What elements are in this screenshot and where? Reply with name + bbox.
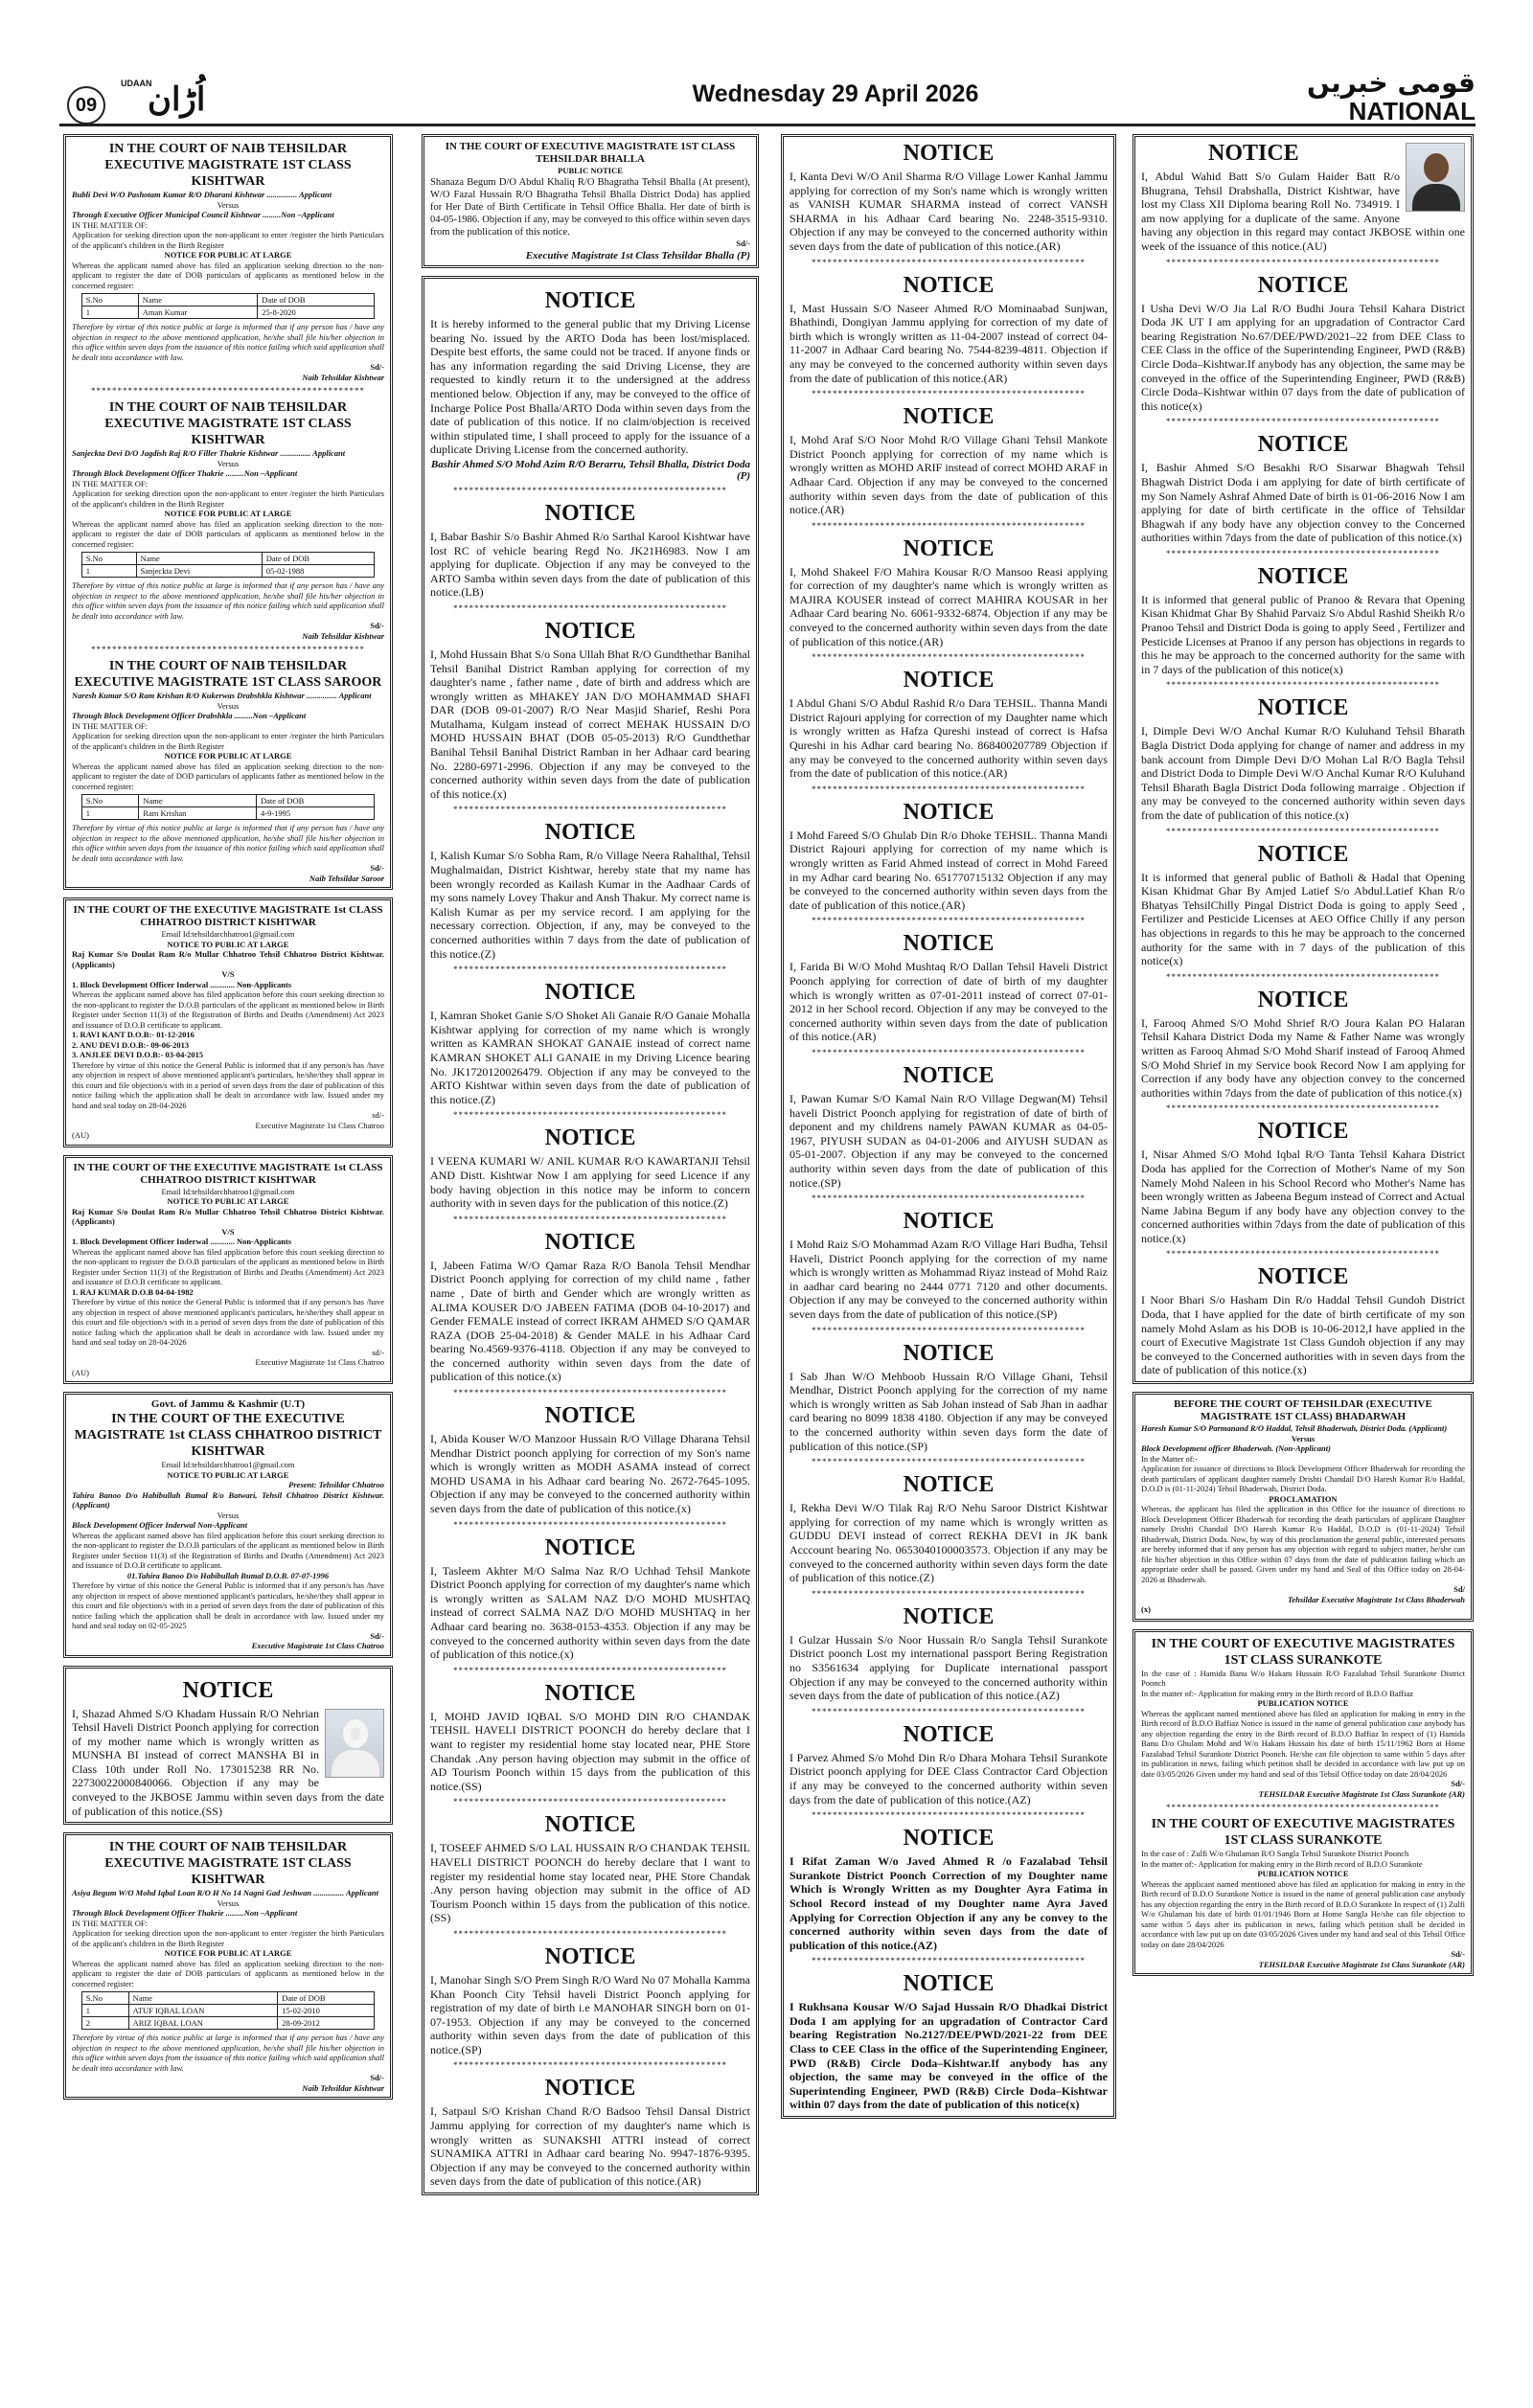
notice-title: NOTICE	[1257, 1264, 1349, 1290]
notice-body: I, MOHD JAVID IQBAL S/O MOHD DIN R/O CHANDAK TEHSIL HAVELI DISTRICT POONCH do hereby declare that I want to register my residential home stay located near, PHE Store Chandak .Any person having objection may submit in the office of AD Tourism Poonch within 15 days from the publication of this notice.(SS)	[430, 1709, 750, 1793]
notice-body: Shanaza Begum D/O Abdul Khaliq R/O Bhagratha Tehsil Bhalla (At present), W/O Fazal Hussain R/O Bhagratha Tehsil Bhalla District Doda) has applied for Her Date of Birth Certificate in Tehsil Office Bhalla. Her date of birth is 04-05-1986. Objection if any, may be conveyed to this office within seven days from the publication of this notice.	[430, 176, 750, 238]
person-entry: 01.Tahira Banoo D/o Habibullah Bumal D.O.B. 07-07-1996	[126, 1570, 330, 1580]
ad-code: (AU)	[72, 1130, 89, 1140]
proclamation-body: Whereas, the applicant has filed the application in this Office for the issuance of directions to Block Development Officer Bhaderwah for recording the death particulars of applicant Daughter namely Drishti Chandail D/O Haresh Kumar R/o Haddal, D.O.D is (01-11-2024) Tehsil Bhaderwah, District Doda. Now, by way of this proclamation the general public, interested persons are hereby informed that if any person has any objection with regard to subject matter, he/she can file his/her objection in this Office within 07 days from the date of publication failing which an appropriate order shall be passed. Given under my hand and Seal of this Office today on 28-04-2026 at Bhaderwah.	[1141, 1504, 1465, 1584]
court-notice-chhatroo-1	[63, 897, 393, 1147]
notice-shazad-ahmed	[63, 1666, 393, 1826]
separator: ****************************************************	[812, 1810, 1086, 1821]
notice-heading: PUBLIC NOTICE	[558, 166, 623, 175]
separator: ****************************************************	[91, 645, 365, 654]
notice-body: I, Kalish Kumar S/o Sobha Ram, R/o Village Neera Rahalthal, Tehsil Mughalmaidan, District Kishtwar, hereby state that my name has been wrongly recorded as Kailash Kumar in the Aadhaar Cards of my sons namely Lovey Thakur and Ansh Thakur. My correct name is Kalish Kumar as per my service record. I am applying for the necessary correction. Objection, if any, may be conveyed to the concerned authorities within 7 days from the date of publication of this notice.(Z)	[430, 849, 750, 961]
court-email: Email Id:tehsildarchhatroo1@gmail.com	[161, 1460, 295, 1469]
therefore-text: Therefore by virtue of this notice public at large is informed that if any person has / have any objection in respect to the above mentioned application, he/she shall file his/her objection in this office within seven days from the issuance of this notice failing which said application shall be dealt into accordance with law.	[72, 322, 384, 362]
proclamation-heading: PROCLAMATION	[1269, 1493, 1338, 1504]
sd: sd/-	[372, 1110, 384, 1120]
signatory: Executive Magistrate 1st Class Chatroo	[255, 1120, 384, 1130]
notice-heading: NOTICE TO PUBLIC AT LARGE	[167, 1469, 289, 1480]
separator: ****************************************************	[453, 602, 727, 613]
matter: In the matter of:- Application for making entry in the Birth record of B.D.O Surankote	[1141, 1858, 1423, 1869]
notice-title: NOTICE	[903, 931, 995, 957]
notice-item	[430, 619, 750, 815]
separator: ****************************************************	[812, 1047, 1086, 1057]
applicant: Asiya Begum W/O Mohd Iqbal Loan R/O H No 14 Nagni Gad Jeshwan ............... Applicant	[72, 1888, 378, 1898]
sd: Sd/-	[1451, 1779, 1465, 1789]
court-notice-kishtwar-1	[63, 134, 393, 890]
therefore-text: Therefore by virtue of this notice public at large is informed that if any person has / have any objection in respect to the above mentioned application, he/she shall file his/her objection in this office within seven days from the issuance of this notice failing which said application shall be dealt into accordance with law.	[72, 580, 384, 621]
notice-title: NOTICE	[544, 1812, 636, 1838]
notice-item	[430, 1403, 750, 1530]
application-text: Application for seeking direction upon the non-applicant to enter /register the birth Particulars of the applicant's children in the Birth Register	[72, 488, 384, 509]
notice-title: NOTICE	[544, 1943, 636, 1969]
versus: Versus	[217, 1510, 240, 1520]
notice-item	[789, 404, 1108, 531]
notice-item	[789, 273, 1108, 399]
notice-body: I, Manohar Singh S/O Prem Singh R/O Ward No 07 Mohalla Kamma Khan Poonch City Tehsil haveli District Poonch applying for registration of my date of birth i.e MANOHAR SINGH born on 01-07-1953. Objection if any may be conveyed to the concerned authority within seven days from the date of publication of this notice.(SP)	[430, 1972, 750, 2056]
court-title: IN THE COURT OF NAIB TEHSILDAR EXECUTIVE MAGISTRATE 1ST CLASS SAROOR	[74, 659, 382, 690]
court-title: IN THE COURT OF THE EXECUTIVE MAGISTRATE 1st CLASS CHHATROO DISTRICT KISHTWAR	[73, 904, 383, 928]
notice-item	[789, 1341, 1108, 1467]
notice-body: I, Babar Bashir S/o Bashir Ahmed R/o Sarthal Karool Kishtwar have lost RC of vehicle bearing Regd No. JK21H6983. Now I am applying for duplicate. Objection if any may be conveyed to the ARTO Samba within seven days from the date of publication of this notice.(LB)	[430, 529, 750, 600]
application-text: Application for seeking direction upon the non-applicant to enter /register the birth Particulars of the applicant's children in the Birth Register	[72, 230, 384, 250]
notice-item	[430, 1944, 750, 2071]
notice-heading: NOTICE TO PUBLIC AT LARGE	[167, 1196, 289, 1206]
notice-title: NOTICE	[544, 618, 636, 644]
notice-signatory: Bashir Ahmed S/O Mohd Azim R/O Berarru, Tehsil Bhalla, District Doda (P)	[430, 458, 750, 482]
govt-heading: Govt. of Jammu & Kashmir (U.T)	[150, 1398, 306, 1410]
notice-title: NOTICE	[903, 668, 995, 693]
signatory: Naib Tehsildar Kishtwar	[302, 2082, 384, 2093]
notice-body: I Rukhsana Kousar W/O Sajad Hussain R/O Dhadkai District Doda I am applying for an upgradation of Contractor Card bearing Registration No.2127/DEE/PWD/2021-22 from DEE Class to CEE Class in the office of the Superintending Engineer, PWD (R&B) Circle Doda–Kishtwar.If anybody has any objection, the same may be conveyed in the office of the Superintending Engineer, PWD (R&B) Circle Doda–Kishtwar within 07 days from the date of publication of this notice(x)	[789, 2000, 1108, 2112]
notice-body: I, Bashir Ahmed S/O Besakhi R/O Sisarwar Bhagwah Tehsil Bhagwah District Doda i am applying for date of birth certificate of my Son Namely Ashraf Ahmed Date of birth is 01-06-2016 Now I am applying for date of birth certificate in the office of Tehsildar Bhagwah if any body have any objection convey to the Concerned authorities within 7days from the date of publication of this notice.(x)	[1141, 461, 1465, 545]
notice-item	[789, 668, 1108, 794]
notice-list-column-4	[1133, 134, 1474, 1384]
applicant-photo	[1406, 143, 1465, 212]
notice-body: I Parvez Ahmed S/o Mohd Din R/o Dhara Mohara Tehsil Surankote District poonch applying for DEE Class Contractor Card Objection if any may be conveyed to the concerned authority within seven days from the date of publication of this notice.(AZ)	[789, 1750, 1108, 1806]
notice-body: I Mohd Raiz S/O Mohammad Azam R/O Village Hari Budha, Tehsil Haveli, District Poonch applying for the correction of my name which is wrongly written as Mohammad Riyaz instead of Mohd Raiz in aadhar card bearing no 2444 0771 7120 and other documents. Objection if any may be conveyed to the concerned authority within seven days from the date of publication of this notice.(SP)	[789, 1238, 1108, 1322]
notice-title: NOTICE	[903, 141, 995, 166]
notice-body: I, Kamran Shoket Ganie S/O Shoket Ali Ganaie R/O Ganaie Mohalla Kishtwar applying for correction of my name which is wrongly written as KAMRAN SHOKAT GANAIE instead of correct name KAMRAN SHOKET ALI GANAIE in my Driving Licence bearing No. JK1720120026479. Objection if any may be conveyed to the ARTO Kishtwar within seven days from the date of publication of this notice.(Z)	[430, 1009, 750, 1106]
notice-title: NOTICE	[1257, 695, 1349, 721]
court-notice-bhalla	[422, 134, 759, 268]
court-notice-chhatroo-2	[63, 1155, 393, 1385]
case-text: In the case of : Hamida Banu W/o Hakam Hussain R/O Fazalabad Tehsil Surankote District Poonch	[1141, 1668, 1465, 1689]
notice-body: It is hereby informed to the general public that my Driving License bearing No. issued by the ARTO Doda has been lost/misplaced. Despite best efforts, the same could not be traced. If anyone finds or has any information regarding the said Driving License, they are requested to kindly return it to the undersigned at the address mentioned below. Objection if any, may be conveyed to the office of Incharge Police Post Bhalla/ARTO Doda within seven days from the date of publication of this notice. If no claim/objection is received within stipulated time, I shall proceed to apply for the issuance of a duplicate Driving License from the concerned authority.	[430, 317, 750, 457]
notice-body: I, Nisar Ahmed S/O Mohd Iqbal R/O Tanta Tehsil Kahara District Doda has applied for the Correction of Mother's Name of my Son Namely Mohd Naleen in his School Record who Mother's Name has been wrongly written as Jabeena Begum instead of Correct and Actual Name Jabina Begum if any body have any objection convey to the concerned authorities within 7days from the date of publication of this notice.(x)	[1141, 1147, 1465, 1245]
court-notice-chhatroo-3	[63, 1392, 393, 1658]
whereas-text: Whereas the applicant named above has filed an application seeking direction to the non-applicant to register the date of DOD particulars of applicants father as mentioned below in the concerned register:	[72, 761, 384, 791]
person-entry: 2. ANU DEVI D.O.B:- 09-06-2013	[72, 1039, 190, 1050]
notice-title: NOTICE	[903, 799, 995, 825]
matter: In the Matter of:-	[1141, 1453, 1198, 1464]
column-1	[63, 134, 393, 2395]
separator: ****************************************************	[1166, 826, 1440, 836]
sd: Sd/-	[1451, 1949, 1465, 1960]
notice-item	[1141, 695, 1465, 835]
court-title: IN THE COURT OF NAIB TEHSILDAR EXECUTIVE MAGISTRATE 1ST CLASS KISHTWAR	[104, 1840, 352, 1888]
separator: ****************************************************	[453, 1388, 727, 1398]
separator: ****************************************************	[453, 1110, 727, 1121]
non-applicant: Block Development officer Bhaderwah. (Non-Applicant)	[1141, 1443, 1331, 1454]
publication-heading: PUBLICATION NOTICE	[1257, 1869, 1349, 1879]
versus: V/S	[221, 969, 235, 979]
notice-item	[789, 800, 1108, 926]
column-3	[781, 134, 1116, 2395]
signatory: Tehsildar Executive Magistrate 1st Class Bhaderwah	[1287, 1594, 1465, 1604]
separator: ****************************************************	[812, 1588, 1086, 1599]
therefore-text: Therefore by virtue of this notice public at large is informed that if any person has / have any objection in respect to the above mentioned application, he/she shall file his/her objection in this office within seven days from the issuance of this notice failing which said application shall be dealt into accordance with law.	[72, 2033, 384, 2073]
notice-item	[789, 1063, 1108, 1203]
notice-title: NOTICE	[1257, 563, 1349, 589]
notice-title: NOTICE	[544, 1680, 636, 1706]
notice-item	[1141, 564, 1465, 691]
signatory: Executive Magistrate 1st Class Tehsildar Bhalla (P)	[525, 250, 750, 261]
signatory: Executive Magistrate 1st Class Chatroo	[255, 1357, 384, 1367]
dob-table: S.No Name Date of DOB 1 Ram Krishan 4-9-1995	[81, 794, 375, 820]
person-entry: 3. ANJLEE DEVI D.O.B:- 03-04-2015	[72, 1050, 204, 1059]
application-text: Application for issuance of directions to Block Development Officer Bhaderwah for recording the death particulars of applicant daughter namely Drishti Chandail D/O Haresh Kumar R/o Haddal, D.O.D is (01-11-2024) Tehsil Bhaderwah, District Doda.	[1141, 1464, 1465, 1494]
court-title: IN THE COURT OF THE EXECUTIVE MAGISTRATE 1st CLASS CHHATROO DISTRICT KISHTWAR	[74, 1412, 382, 1459]
separator: ****************************************************	[812, 1193, 1086, 1204]
non-applicant: Through Block Development Officer Thakrie .........Non –Applicant	[72, 1908, 298, 1919]
sd: Sd/	[1453, 1584, 1465, 1595]
signatory: Executive Magistrate 1st Class Chatroo	[251, 1641, 384, 1650]
separator: ****************************************************	[1166, 971, 1440, 982]
issue-date: Wednesday 29 April 2026	[692, 80, 979, 107]
notice-title: NOTICE	[544, 820, 636, 846]
notice-title: NOTICE	[903, 1472, 995, 1498]
notice-item	[789, 141, 1108, 267]
separator: ****************************************************	[453, 1797, 727, 1807]
notice-body: I, Tasleem Akhter M/O Salma Naz R/O Uchhad Tehsil Mankote District Poonch applying for correction of my daughter's name which is wrongly written as SALAM NAZ D/O MOHD MUSHTAQ instead of correct SALMA NAZ D/O MOHD MUSHTAQ in her Adhaar card bearing no. 3638-0153-4353. Objection if any may be conveyed to the concerned authority within seven days from the date of publication of this notice.(x)	[430, 1563, 750, 1662]
applicant: Haresh Kumar S/O Parmanand R/O Haddal, Tehsil Bhaderwah, District Doda. (Applicant)	[1141, 1423, 1448, 1434]
court-title: BEFORE THE COURT OF TEHSILDAR (EXECUTIVE MAGISTRATE 1ST CLASS) BHADARWAH	[1174, 1398, 1432, 1423]
whereas-text: Whereas the applicant named above has filed an application seeking direction to the non-applicant to register the date of DOB particulars of applicants as mentioned below in the concerned register:	[72, 260, 384, 290]
whereas-text: Whereas the applicant named above has filed application before this court seeking direction to the non-applicant to register the D.O.B particulars of the applicant as mentioned below in Birth Register under Section 11(3) of the Registration of Births and Deaths (Amendment) Act 2023 and issuance of D.O.B certificate to applicant.	[72, 1530, 384, 1570]
notice-item	[430, 980, 750, 1120]
notice-item	[789, 1209, 1108, 1335]
notice-body: It is informed that general public of Batholi & Hadal that Opening Kisan Khidmat Ghar By Amjed Latief S/o Abdul.Latief Khan R/o Bhatyas TehsilChilly Pingal District Doda is going to apply Seed , Fertilizer and Pesticide Licenses at AEO Office Chilly if any person has objections in regards to this he may be approach to the concerned authority for the same with in 7 days of the publication of this notice(x)	[1141, 870, 1465, 968]
notice-title: NOTICE	[903, 1062, 995, 1088]
whereas-text: Whereas the applicant named above has filed application before this court seeking direction to the non-applicant to register the D.O.B particulars of the applicant as mentioned below in Birth Register under Section 11(3) of the Registration of Births and Deaths (Amendment) Act 2023 and issuance of D.O.B certificate to applicant.	[72, 989, 384, 1030]
non-applicant: 1. Block Development Officer Inderwal ............ Non-Applicants	[72, 979, 292, 989]
notice-title: NOTICE	[1257, 841, 1349, 867]
separator: ****************************************************	[91, 386, 365, 396]
notice-body: I Noor Bhari S/o Hasham Din R/o Haddal Tehsil Gundoh District Doda, that I have applied for the date of birth certificate of my son namely Mohd Aslam as his DOB is 10-06-2012,I have applied in the court of Executive Magistrate 1st Class Gundoh objection if any may be conveyed to the Concerned authorities with in seven days from the date of publication of this notice.(x)	[1141, 1293, 1465, 1377]
non-applicant: Through Block Development Officer Drabshkla .........Non –Applicant	[72, 711, 307, 720]
logo-urdu-text: اُڑان	[148, 80, 206, 119]
notice-item	[1141, 273, 1465, 427]
court-title: IN THE COURT OF EXECUTIVE MAGISTRATE 1ST CLASS TEHSILDAR BHALLA	[445, 141, 736, 165]
application-text: Application for seeking direction upon the non-applicant to enter /register the birth Particulars of the applicant's children in the Birth Register	[72, 731, 384, 751]
sd: Sd/-	[370, 362, 384, 372]
separator: ****************************************************	[812, 1325, 1086, 1335]
notice-item	[789, 931, 1108, 1057]
therefore-text: Therefore by virtue of this notice the General Public is informed that if any person/s has /have any objection in respect of above mentioned applicant's particulars, he/she/they shall appear in this court and file objection/s with in a period of seven days from the date of publication of this notice failing which the application shall be dealt in accordance with law. Issued under my hand and seal today on 28-04-2026	[72, 1297, 384, 1347]
court-title: IN THE COURT OF THE EXECUTIVE MAGISTRATE 1st CLASS CHHATROO DISTRICT KISHTWAR	[73, 1161, 383, 1186]
notice-item	[1141, 842, 1465, 982]
section-brand	[1307, 67, 1476, 126]
signatory: Naib Tehsildar Saroor	[309, 873, 384, 883]
notice-title: NOTICE	[1257, 272, 1349, 298]
notice-body: I VEENA KUMARI W/ ANIL KUMAR R/O KAWARTANJI Tehsil AND Distt. Kishtwar Now I am applying for seed Licence if any body having objection in this notice may be inform to concern authority with in seven days for the publication of this notice.(Z)	[430, 1154, 750, 1211]
notice-title: NOTICE	[903, 404, 995, 430]
court-title: IN THE COURT OF EXECUTIVE MAGISTRATES 1ST CLASS SURANKOTE	[1151, 1817, 1455, 1849]
publication-heading: PUBLICATION NOTICE	[1257, 1698, 1349, 1709]
versus: Versus	[217, 458, 240, 468]
separator: ****************************************************	[812, 1706, 1086, 1716]
notice-title: NOTICE	[903, 272, 995, 298]
notice-item	[789, 536, 1108, 663]
notice-list-column-2	[422, 276, 759, 2195]
notice-title: NOTICE	[544, 1403, 636, 1429]
versus: Versus	[217, 199, 240, 210]
ad-code: (AU)	[72, 1367, 89, 1377]
separator: ****************************************************	[453, 1928, 727, 1939]
notice-body: I Sab Jhan W/O Mehboob Hussain R/O Village Ghani, Tehsil Mendhar, District Poonch applying for the correction of my name which is wrongly written as Sab Johan instead of Sab Jhan in aadhar card bearing no 8099 1838 4180. Objection if any may be conveyed to the concerned authority within seven days form the date of publication of this notice.(SP)	[789, 1369, 1108, 1453]
notice-title: NOTICE	[544, 2076, 636, 2101]
dob-table: S.No Name Date of DOB 1 ATUF IQBAL LOAN 15-02-2010 2 ARIZ IQBAL LOAN 28-09-2012	[81, 1991, 375, 2030]
separator: ****************************************************	[812, 916, 1086, 926]
notice-item	[430, 1681, 750, 1807]
notice-item	[430, 820, 750, 974]
sd: Sd/-	[736, 238, 750, 248]
notice-item	[430, 501, 750, 613]
court-title: IN THE COURT OF NAIB TEHSILDAR EXECUTIVE MAGISTRATE 1ST CLASS KISHTWAR	[104, 142, 352, 189]
notice-body: I, Satpaul S/O Krishan Chand R/O Badsoo Tehsil Dansal District Jammu applying for correction of my daughter's name which is wrongly written as SUNAKSHI ATTRI instead of correct SUNAMIKA ATTRI in Adhaar card bearing No. 9947-1876-9395. Objection if any may be conveyed to the concerned authority within seven days from the date of publication of this notice.(AR)	[430, 2104, 750, 2189]
non-applicant: 1. Block Development Officer Inderwal ............ Non-Applicants	[72, 1237, 292, 1246]
notice-item	[789, 1971, 1108, 2112]
sd: Sd/-	[370, 1630, 384, 1641]
non-applicant: Through Block Development Officer Thakrie .........Non –Applicant	[72, 468, 298, 478]
notice-item	[1141, 1264, 1465, 1377]
page-number: 09	[67, 86, 105, 125]
separator: ****************************************************	[1166, 1103, 1440, 1114]
notice-item	[1141, 988, 1465, 1114]
case-text: In the case of : Zulfi W/o Ghulaman R/O Sangla Tehsil Surankote District Poonch	[1141, 1849, 1409, 1859]
notice-title: NOTICE	[1257, 432, 1349, 458]
masthead	[59, 67, 1476, 126]
notice-title: NOTICE	[903, 535, 995, 561]
separator: ****************************************************	[453, 805, 727, 815]
applicant: Raj Kumar S/o Doulat Ram R/o Mullar Chhatroo Tehsil Chhatroo District Kishtwar. (Applicants)	[72, 949, 384, 969]
therefore-text: Therefore by virtue of this notice the General Public is informed that if any person/s has /have any objection in respect of above mentioned applicant's particulars, he/she/they shall appear in this court and file objection/s with in a period of seven days from the date of publication of this notice failing which the application shall be dealt in accordance with law. Issued under my hand and seal today on 02-05-2025	[72, 1580, 384, 1630]
present: Present: Tehsildar Chhatroo	[288, 1480, 384, 1489]
separator: ****************************************************	[453, 1519, 727, 1530]
separator: ****************************************************	[453, 1214, 727, 1224]
notice-body: I, Mohd Hussain Bhat S/o Sona Ullah Bhat R/O Gundthethar Banihal Tehsil Banihal District Ramban applying for correction of my daughter's name , father name , date of birth and address which are wrongly written as MHAKEY JAN D/O MOHAMMAD SHAFI DAR (DOB 09-01-2007) R/O Near Masjid Sharief, Reshi Pora Mutalhama, Kulgam instead of correct MEHAK HUSSAIN D/O MOHD HUSSAIN BHAT (DOB 05-05-2013) R/O Gundthethar Banihal Tehsil Banihal District Ramban in her Adhaar card bearing No. 2280-6971-2996. Objection if any may be conveyed to the concerned authority within seven days from the date of publication of this notice.(x)	[430, 647, 750, 801]
court-title: IN THE COURT OF EXECUTIVE MAGISTRATES 1ST CLASS SURANKOTE	[1151, 1636, 1455, 1668]
notice-body: I, Abida Kouser W/O Manzoor Hussain R/O Village Dharana Tehsil Mendhar District poonch applying for correction of my Son's name which is wrongly written as MODH ASAMA instead of correct MOHD USAMA in his Adhaar card bearing No. 2672-7645-1095. Objection if any may be conveyed to the concerned authority within seven days from the date of publication of this notice.(x)	[430, 1432, 750, 1516]
sd: Sd/-	[370, 863, 384, 873]
notice-list-column-3	[781, 134, 1116, 2119]
matter: IN THE MATTER OF:	[72, 1918, 148, 1928]
udaan-logo	[121, 79, 226, 125]
notice-item	[1141, 1119, 1465, 1259]
separator: ****************************************************	[1166, 548, 1440, 558]
notice-heading: NOTICE FOR PUBLIC AT LARGE	[164, 250, 292, 260]
court-notice-surankote-1	[1133, 1629, 1474, 1977]
person-entry: 1. RAVI KANT D.O.B:- 01-12-2016	[72, 1030, 194, 1039]
separator: ****************************************************	[1166, 257, 1440, 267]
separator: ****************************************************	[812, 389, 1086, 399]
section-urdu: قومی خبریں	[1306, 67, 1476, 99]
notice-heading: NOTICE TO PUBLIC AT LARGE	[167, 939, 289, 949]
signatory: TEHSILDAR Executive Magistrate 1st Class Surankote (AR)	[1258, 1959, 1465, 1969]
whereas-text: Whereas the applicant named above has filed an application seeking direction to the non-applicant to register the date of DOB particulars of applicants as mentioned below in the concerned register:	[72, 518, 384, 549]
section-title: NATIONAL	[1348, 97, 1476, 125]
whereas-text: Whereas the applicant named above has filed application before this court seeking direction to the non-applicant to register the D.O.B particulars of the applicant as mentioned below in Birth Register under Section 11(3) of the Registration of Births and Deaths (Amendment) Act 2023 and issuance of D.O.B certificate to applicant.	[72, 1246, 384, 1286]
dob-table: S.No Name Date of DOB 1 Sanjeckta Devi 05-02-1988	[81, 552, 375, 578]
therefore-text: Therefore by virtue of this notice public at large is informed that if any person has / have any objection in respect to the above mentioned application, he/she shall file his/her objection in this office within seven days from the issuance of this notice failing which said application shall be dealt into accordance with law.	[72, 823, 384, 863]
notice-title: NOTICE	[903, 1603, 995, 1629]
court-notice-bhadarwah	[1133, 1392, 1474, 1622]
separator: ****************************************************	[1166, 680, 1440, 691]
notice-title: NOTICE	[544, 288, 636, 313]
notice-title: NOTICE	[544, 980, 636, 1006]
notice-body: I, Dimple Devi W/O Anchal Kumar R/O Kuluhand Tehsil Bharath Bagla District Doda applying for change of namer and address in my bank account from Dimple Devi D/O Mohan Lal R/O Bagla Tehsil and District Doda to Dimple Devi W/O Anchal Kumar R/O Kuluhand Tehsil Bharath Bagla District Doda following marraige . Objection if any may be conveyed to the concerned authority within seven days from the date of publication of this notice.(x)	[1141, 724, 1465, 822]
notice-body: I, Mast Hussain S/O Naseer Ahmed R/O Mominaabad Sunjwan, Bhathindi, Dongiyan Jammu applying for correction of my date of birth which is wrongly written as 11-04-2007 instead of correct 04-11-2007 in Adhaar Card bearing No. 7544-8239-4811. Objection if any may be conveyed to the concerned authority within seven days from the date of publication of this notice.(AR)	[789, 301, 1108, 385]
ad-code: (x)	[1141, 1604, 1151, 1615]
matter: IN THE MATTER OF:	[72, 478, 148, 488]
non-applicant: Block Development Officer Inderwal Non-Applicant	[72, 1520, 248, 1530]
notice-body: I, Mohd Araf S/O Noor Mohd R/O Village Ghani Tehsil Mankote District Poonch applying for correction of my name which is wrongly written as MOHD ARIF instead of correct MOHD ARAF in Adhaar Card. Objection if any may be conveyed to the concerned authority within seven days from the date of publication of this notice.(AR)	[789, 433, 1108, 517]
separator: ****************************************************	[812, 784, 1086, 794]
publication-body: Whereas the applicant named mentioned above has filed an application for making in entry in the Birth record of B.D.O Baffiaz Notice is issued in the name of general publication case anybody has any objection regarding the entry in the Birth record of B.D.O Baffiaz In respect of (1) Hamida Banu D/o Ghulam Mohd and W/o Hakam Hussain his date of birth 15/11/1962 Born at Home Fazalabad Tehsil Surankote District Poonch. He/she can file objection to same within 5 days after its publication in news, failing which petition shall be decided in accordance with law put up on date 03/05/2026 Given under my hand and seal of this Tehsil Office today on date 28/04/2026	[1141, 1708, 1465, 1779]
notice-heading: NOTICE FOR PUBLIC AT LARGE	[164, 1948, 292, 1959]
sd: Sd/-	[370, 621, 384, 630]
matter: IN THE MATTER OF:	[72, 720, 148, 731]
notice-body: I, TOSEEF AHMED S/O LAL HUSSAIN R/O CHANDAK TEHSIL HAVELI DISTRICT POONCH do hereby declare that I want to register my residential home stay located near, PHE Store Chandak .Any person having objection may submit in the office of AD Tourism Poonch within 15 days from the publication of this notice.(SS)	[430, 1841, 750, 1925]
separator: ****************************************************	[453, 965, 727, 975]
notice-item	[430, 1812, 750, 1939]
matter: IN THE MATTER OF:	[72, 219, 148, 230]
notice-title: NOTICE	[182, 1677, 274, 1703]
separator: ****************************************************	[812, 1457, 1086, 1467]
column-2	[422, 134, 759, 2395]
applicant-photo	[325, 1709, 384, 1778]
person-entry: 1. RAJ KUMAR D.O.B 04-04-1982	[72, 1286, 194, 1297]
non-applicant: Through Executive Officer Municipal Council Kishtwar .........Non –Applicant	[72, 210, 334, 219]
separator: ****************************************************	[1166, 1249, 1440, 1260]
notice-body: I, Rekha Devi W/O Tilak Raj R/O Nehu Saroor District Kishtwar applying for correction of my name which is wrongly written as GUDDU DEVI instead of correct REKHA DEVI in JK bank Acccount bearing No. 0653040100003573. Objection if any may be conveyed to the concerned authority within seven days form the date of publication of this notice.(Z)	[789, 1501, 1108, 1585]
notice-title: NOTICE	[903, 1971, 995, 1997]
signatory: Naib Tehsildar Kishtwar	[302, 630, 384, 641]
signatory: TEHSILDAR Executive Magistrate 1st Class Surankote (AR)	[1258, 1788, 1465, 1799]
notice-body: I, Farooq Ahmed S/O Mohd Shrief R/O Joura Kalan PO Halaran Tehsil Kahara District Doda my Name & Father Name was wrongly written as Farooq Ahmad S/O Mohd Sharif instead of Farooq Ahmed S/O Mohd Shrief in my Service book Record Now I am applying for Correction if any body have any objection convey to the concerned authorities within 7days from the date of publication of this notice.(x)	[1141, 1015, 1465, 1100]
separator: ****************************************************	[812, 257, 1086, 267]
separator: ****************************************************	[812, 652, 1086, 663]
signatory: Naib Tehsildar Kishtwar	[302, 372, 384, 382]
notice-title: NOTICE	[544, 500, 636, 526]
notice-item	[430, 2076, 750, 2189]
notice-title: NOTICE	[544, 1534, 636, 1560]
notice-body: I, Abdul Wahid Batt S/o Gulam Haider Batt R/o Bhugrana, Tehsil Drabshalla, District Kishtwar, have lost my Class XII Diploma bearing Roll No. 734919. I am now applying for a duplicate of the same. Anyone having any objection in this regard may contact JKBOSE within one week of the issuance of this notice.(AU)	[1141, 170, 1465, 253]
notice-body: It is informed that general public of Pranoo & Revara that Opening Kisan Khidmat Ghar By Shahid Parvaiz S/o Abdul Rashid Sheikh R/o Pranoo Tehsil and District Doda is going to apply Seed , Fertilizer and Pesticide Licenses at Pranoo if any person has objections in regards to this he may be approach to the concerned authority for the same with in 7 days of the publication of this notice(x)	[1141, 592, 1465, 676]
notice-item	[430, 1125, 750, 1223]
court-title: IN THE COURT OF NAIB TEHSILDAR EXECUTIVE MAGISTRATE 1ST CLASS KISHTWAR	[104, 400, 352, 447]
notice-body: I Mohd Fareed S/O Ghulab Din R/o Dhoke TEHSIL. Thanna Mandi District Rajouri applying for correction of my name which is wrongly written as Farid Ahmed instead of correct in Mohd Fareed in my Adhar card bearing No. 651770715132 Objection if any may be conveyed to the concerned authority within seven days from the date of publication of this notice.(AR)	[789, 828, 1108, 912]
dob-table: S.No Name Date of DOB 1 Aman Kumar 25-8-2020	[81, 293, 375, 319]
sd: sd/-	[372, 1347, 384, 1357]
notice-title: NOTICE	[903, 1209, 995, 1235]
court-notice-kishtwar-2	[63, 1832, 393, 2100]
notice-body: I, Jabeen Fatima W/O Qamar Raza R/O Banola Tehsil Mendhar District Poonch applying for correction of my child name , father name , Date of birth and Gender which are wrongly written as ALIMA KOUSER D/O JABEEN FATIMA (DOB 04-10-2017) and Gender FEMALE instead of correct IKRAM AHMED S/O QAMAR RAZA (DOB 25-04-2018) & Gender MALE in his Adhaar Card bearing No.4569-9376-4118. Objection if any may be conveyed to the concerned authority within seven days from the date of publication of this notice.(x)	[430, 1258, 750, 1384]
notice-item	[789, 1604, 1108, 1716]
logo-small-text: UDAAN	[121, 79, 152, 88]
separator: ****************************************************	[453, 1665, 727, 1675]
application-text: Application for seeking direction upon the non-applicant to enter /register the birth Particulars of the applicant's children in the Birth Register	[72, 1928, 384, 1948]
court-email: Email Id:tehsildarchhatroo1@gmail.com	[161, 929, 295, 939]
publication-body: Whereas the applicant named mentioned above has filed an application for making in entry in the Birth record of B.D.O Surankote Notice is issued in the name of general publication case anybody has any objection regarding the entry in the Birth record of B.D.O Surankote In respect of (1) Zulfi W/o Ghulaman his date of birth 01/01/1946 Born at Home Sangla He/she can file objection to same within 5 days after its publication in news, failing which petition shall be decided in accordance with law put up on date 03/05/2026 Given under my hand and seal of this Tehsil Office today on date 28/04/2026	[1141, 1878, 1465, 1949]
separator: ****************************************************	[812, 1956, 1086, 1966]
notice-body: I Abdul Ghani S/O Abdul Rashid R/o Dara TEHSIL. Thanna Mandi District Rajouri applying for correction of my Daughter name which is wrongly written as Hafza Qureshi instead of correct is Hafsa Qureshi in his Adhar card bearing No. 868400207789 Objection if any may be conveyed to the concerned authority within seven days from the date of publication of this notice.(AR)	[789, 696, 1108, 781]
column-4	[1133, 134, 1474, 2395]
notice-item	[430, 1230, 750, 1397]
notice-title: NOTICE	[903, 1826, 995, 1851]
separator: ****************************************************	[453, 2060, 727, 2071]
separator: ****************************************************	[1166, 1803, 1440, 1813]
notice-item	[789, 1826, 1108, 1965]
whereas-text: Whereas the applicant named above has filed an application seeking direction to the non-applicant to register the date of DOB particulars of applicants as mentioned below in the concerned register:	[72, 1958, 384, 1988]
notice-item	[430, 1535, 750, 1675]
notice-title: NOTICE	[544, 1125, 636, 1151]
notice-body: I, Kanta Devi W/O Anil Sharma R/O Village Lower Kanhal Jammu applying for correction of my Son's name which is wrongly written as VANISH KUMAR SHARMA instead of correct VANSH SHARMA in his Adhaar Card bearing No. 2248-3515-9310. Objection if any may be conveyed to the concerned authority within seven days from the date of publication of this notice.(AR)	[789, 170, 1108, 253]
applicant: Tahira Banoo D/o Habibullah Bumal R/o Batwari, Tehsil Chhatroo District Kishtwar. (Applicant)	[72, 1489, 384, 1510]
versus: Versus	[217, 700, 240, 711]
notice-title: NOTICE	[1257, 987, 1349, 1012]
matter: In the matter of:- Application for making entry in the Birth record of B.D.O Baffiaz	[1141, 1688, 1414, 1698]
applicant: Naresh Kumar S/O Ram Krishan R/O Kukerwas Drabshkla Kishtwar ............... Applicant	[72, 691, 372, 700]
notice-heading: NOTICE FOR PUBLIC AT LARGE	[164, 751, 292, 761]
notice-title: NOTICE	[544, 1229, 636, 1255]
versus: Versus	[1291, 1433, 1316, 1443]
notice-item	[789, 1472, 1108, 1599]
notice-title: NOTICE	[1208, 141, 1299, 166]
notice-body: I Gulzar Hussain S/o Noor Hussain R/o Sangla Tehsil Surankote District poonch Lost my international passport Bering Registration no S3561634 applying for Duplicate international passport Objection if any may be conveyed to the concerned authority within seven days from the date of publication of this notice.(AZ)	[789, 1632, 1108, 1703]
applicant: Bubli Devi W/O Pashotam Kumar R/O Dharani Kishtwar ............... Applicant	[72, 190, 332, 199]
therefore-text: Therefore by virtue of this notice the General Public is informed that if any person/s has /have any objection in respect of above mentioned applicant's particulars, he/she/they shall appear in this court and file objection/s with in a period of seven days from the date of publication of this notice failing which the application shall be dealt in accordance with law. Issued under my hand and seal today on 28-04-2026	[72, 1059, 384, 1110]
notice-item	[430, 288, 750, 495]
notice-body: I, Pawan Kumar S/O Kamal Nain R/O Village Degwan(M) Tehsil haveli District Poonch applying for registration of date of birth of deponent and my childrens namely PAWAN KUMAR as 04-05-1967, PIYUSH SUDAN as 04-01-2006 and AIYUSH SUDAN as 05-01-2007. Objection if any may be conveyed to the concerned authority within seven days from the date of publication of this notice.(SP)	[789, 1091, 1108, 1190]
notice-body: I, Farida Bi W/O Mohd Mushtaq R/O Dallan Tehsil Haveli District Poonch applying for correction of date of birth of my daughter which is wrongly written as 07-01-2011 instead of correct 07-01-2012 in her School record. Objection if any may be conveyed to the concerned authority within seven days from the date of publication of this notice.(AR)	[789, 960, 1108, 1044]
separator: ****************************************************	[453, 485, 727, 495]
notice-title: NOTICE	[1257, 1119, 1349, 1145]
applicant: Raj Kumar S/o Doulat Ram R/o Mullar Chhatroo Tehsil Chhatroo District Kishtwar. (Applicants)	[72, 1206, 384, 1226]
notice-title: NOTICE	[903, 1721, 995, 1747]
notice-item	[789, 1722, 1108, 1820]
notice-body: I, Shazad Ahmed S/O Khadam Hussain R/O Nehrian Tehsil Haveli District Poonch applying for correction of my mother name which is wrongly written as MUNSHA BI instead of correct MANSHA BI in Class 10th under Roll No. 173015238 RR No. 22730022000840066. Objection if any may be conveyed to the JKBOSE Jammu within seven days from the date of publication of this notice.(SS)	[72, 1706, 384, 1818]
court-email: Email Id:tehsildarchhatroo1@gmail.com	[161, 1186, 295, 1196]
notice-title: NOTICE	[903, 1340, 995, 1366]
notice-body: I Usha Devi W/O Jia Lal R/O Budhi Joura Tehsil Kahara District Doda JK UT I am applying for an upgradation of Contractor Card bearing Registration No.67/DEE/PWD/2021–22 from DEE Class to CEE Class in the office of the Superintending Engineer, PWD (R&B) Circle Doda–Kishtwar.If anybody has any objection, the same may be conveyed in the office of the Superintending Engineer, PWD (R&B) Circle Doda–Kishtwar within 07 days from the date of publication of this notice(x)	[1141, 301, 1465, 413]
versus: V/S	[221, 1226, 235, 1237]
notice-body: I, Mohd Shakeel F/O Mahira Kousar R/O Mansoo Reasi applying for correction of my daughter's name which is wrongly written as MAJIRA KOUSER instead of correct MAHIRA KOUSAR in her Adhaar Card bearing No. 6061-9332-6874. Objection if any may be conveyed to the concerned authority within seven days from the date of publication of this notice.(AR)	[789, 564, 1108, 648]
versus: Versus	[217, 1897, 240, 1908]
notice-item	[1141, 432, 1465, 558]
applicant: Sanjeckta Devi D/O Jagdish Raj R/O Filler Thakrie Kishtwar ............... Applicant	[72, 448, 346, 458]
sd: Sd/-	[370, 2073, 384, 2083]
notice-item	[1141, 141, 1465, 267]
separator: ****************************************************	[1166, 417, 1440, 427]
separator: ****************************************************	[812, 520, 1086, 531]
notice-heading: NOTICE FOR PUBLIC AT LARGE	[164, 509, 292, 518]
notice-body: I Rifat Zaman W/o Javed Ahmed R /o Fazalabad Tehsil Surankote District Poonch Correction of my Doughter name Which is Wrongly Written as my Doughter Ayra Fatima in School Record instead of my Doughter name Ayra Javed Applying for Correction Objection if any any be convey to the concerned authority within seven days from the date of publication of this notice.(AZ)	[789, 1854, 1108, 1952]
